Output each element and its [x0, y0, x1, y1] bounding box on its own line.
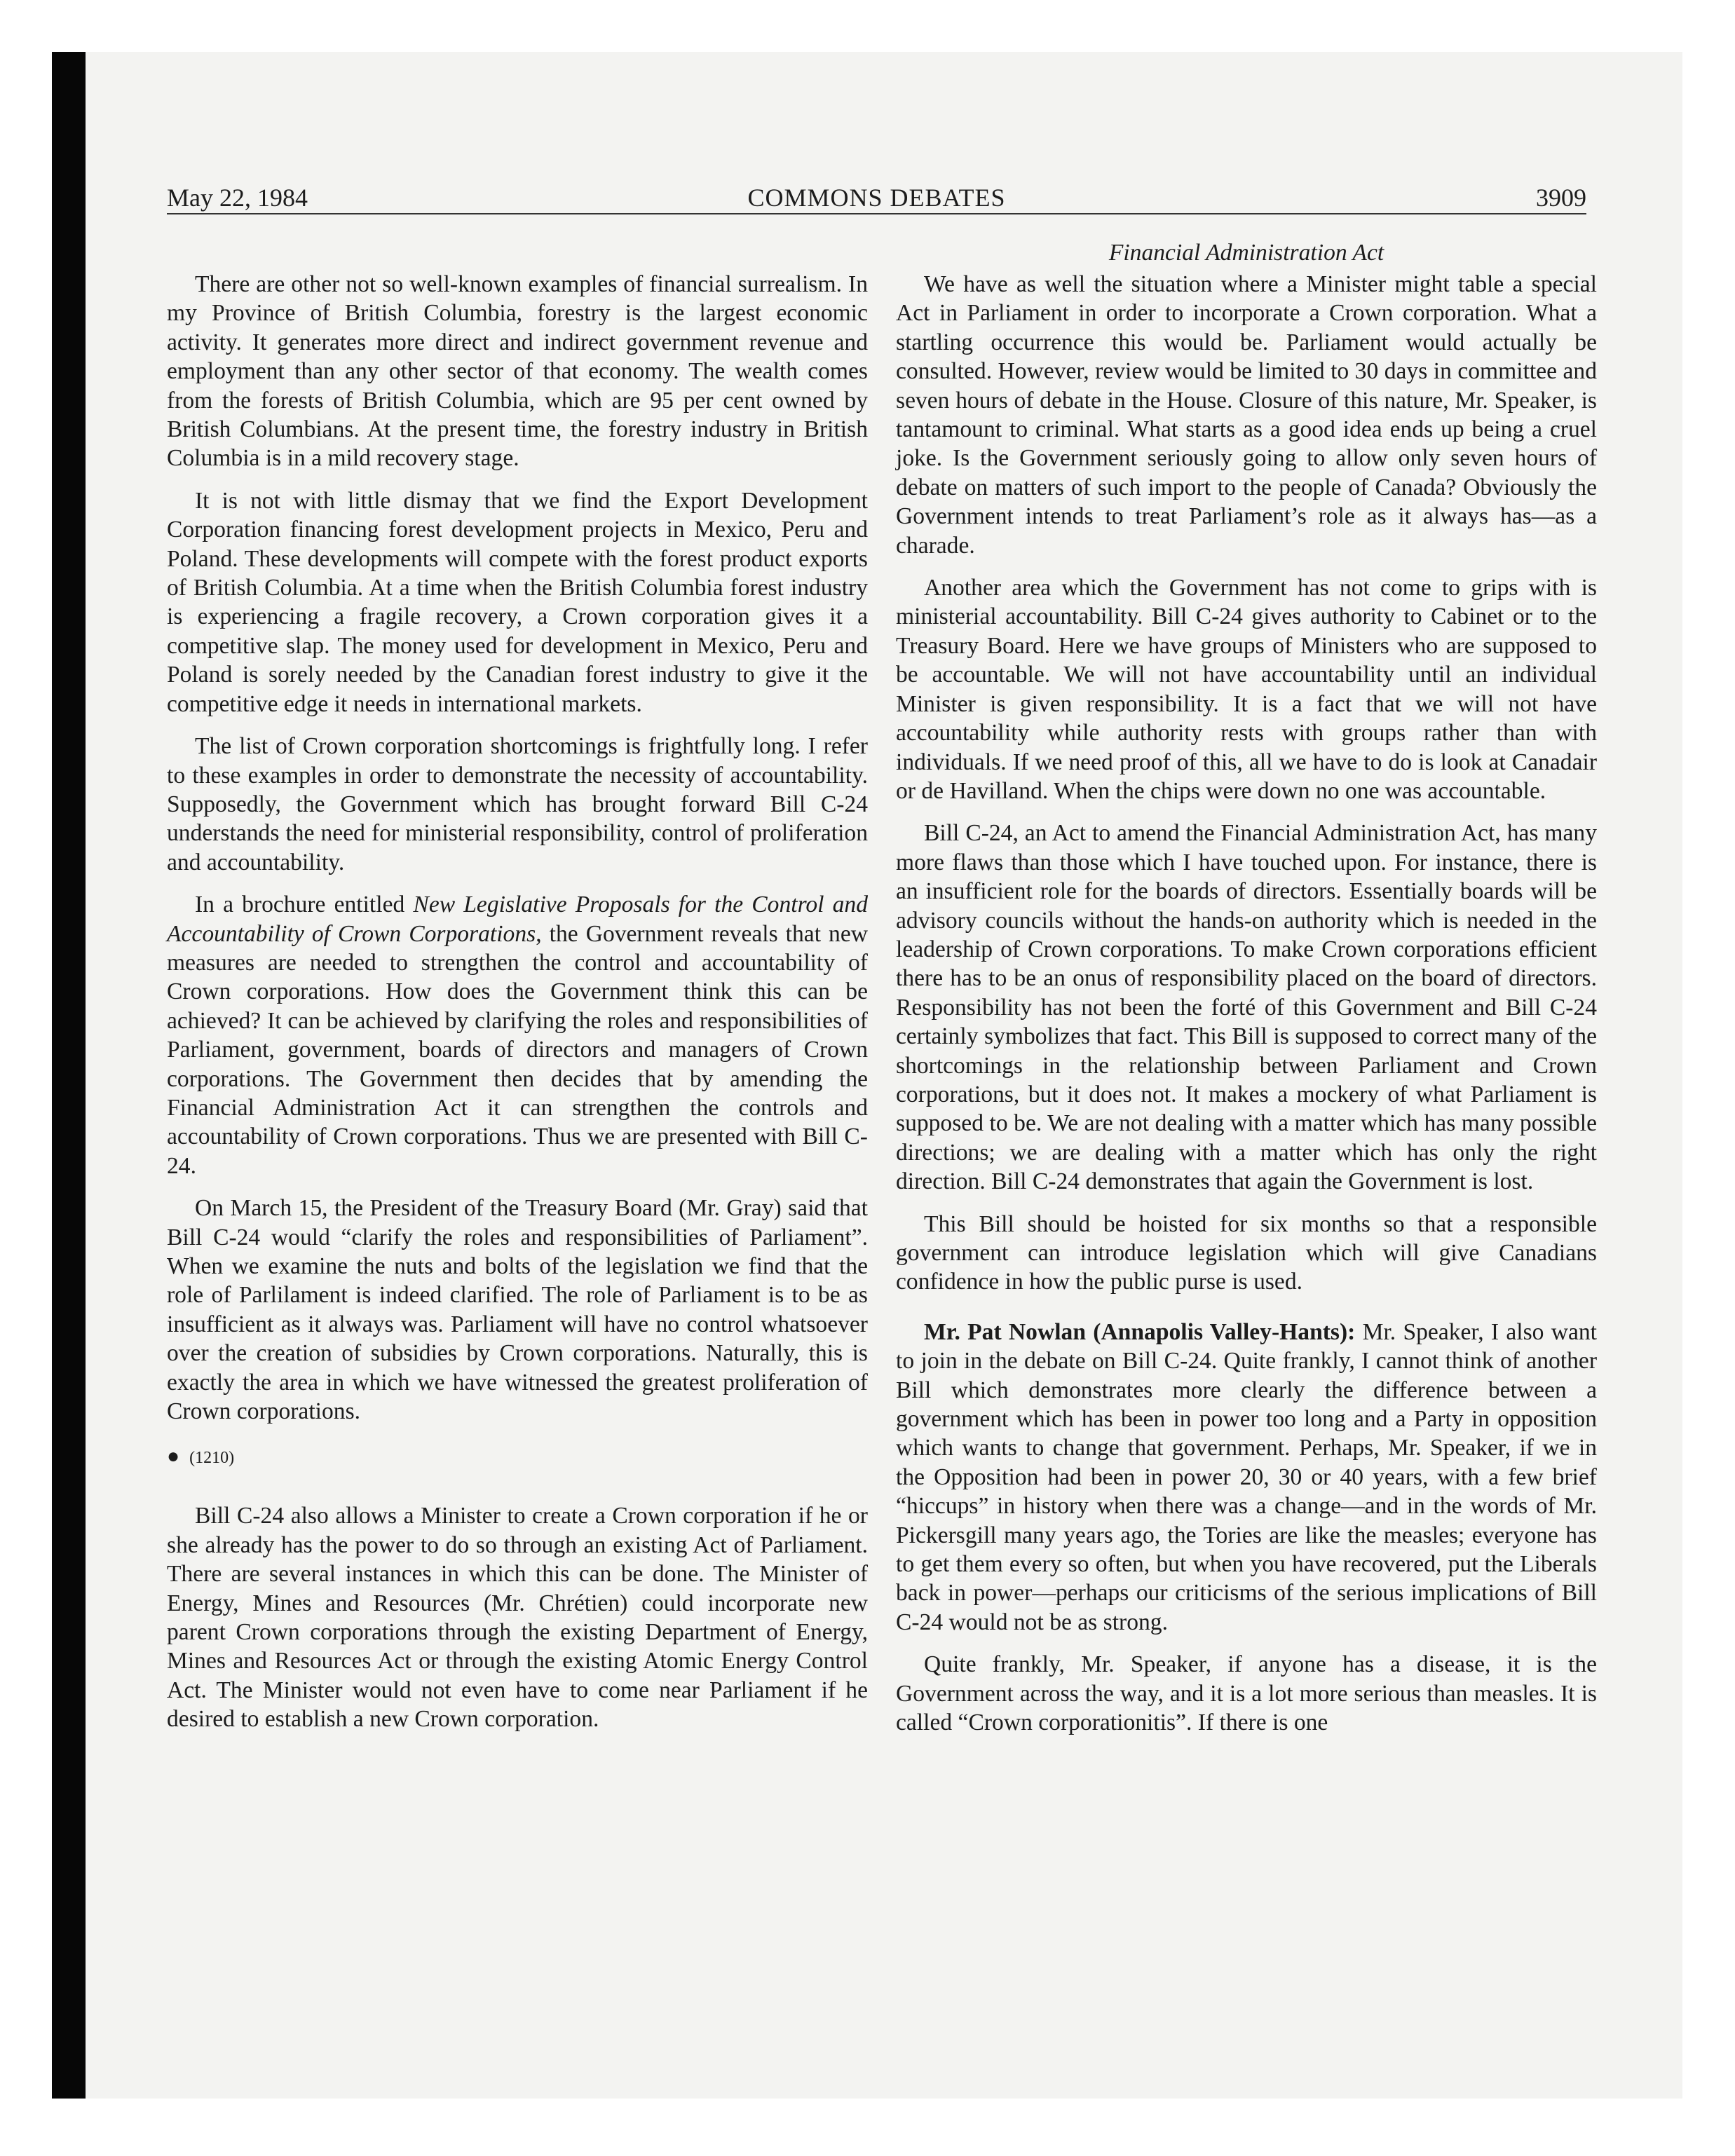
- brochure-title: New Legislative Proposals for the Control and Accountability of Crown Corporations: [167, 892, 868, 947]
- paragraph: Another area which the Government has not come to grips with is ministerial accountability. Bill C-24 gives authority to Cabinet or to the Treasury Board. Here we have groups of Ministers who are supposed to be accountable. We will not have accountability until an individual Minister is given responsibility. It is a fact that we will not have accountability while authority rests with groups rather than with individuals. If we need proof of this, all we have to do is look at Canadair or de Havilland. When the chips were down no one was accountable.: [896, 575, 1597, 804]
- text-run: In a brochure entitled: [195, 892, 414, 918]
- paragraph: This Bill should be hoisted for six months so that a responsible government can introduce legislation which will give Canadians confidence in how the public purse is used.: [896, 1210, 1597, 1295]
- right-column: [896, 270, 1597, 1751]
- paragraph: Bill C-24 also allows a Minister to create a Crown corporation if he or she already has the power to do so through an existing Act of Parliament. There are several instances in which this can be done. The Minister of Energy, Mines and Resources (Mr. Chrétien) could incorporate new parent Crown corporations through the existing Department of Energy, Mines and Resources Act or through the existing Atomic Energy Control Act. The Minister would not even have to come near Parliament if he desired to establish a new Crown corporation.: [167, 1503, 868, 1733]
- paragraph: We have as well the situation where a Minister might table a special Act in Parliament in order to incorporate a Crown corporation. What a startling occurrence this would be. Parliament would actually be consulted. However, review would be limited to 30 days in committee and seven hours of debate in the House. Closure of this nature, Mr. Speaker, is tantamount to criminal. What starts as a good idea ends up being a cruel joke. Is the Government seriously going to allow only seven hours of debate on matters of such import to the people of Canada? Obviously the Government intends to treat Parliament’s role as it always has—as a charade.: [896, 271, 1597, 559]
- running-header: [167, 179, 1586, 216]
- paragraph: On March 15, the President of the Treasury Board (Mr. Gray) said that Bill C-24 would “clarify the roles and responsibilities of Parliament”. When we examine the nuts and bolts of the legislation we find that the role of Parlilament is indeed clarified. The role of Parliament is to be as insufficient as it always was. Parliament will have no control whatsoever over the creation of subsidies by Crown corporations. Naturally, this is exactly the area in which we have witnessed the greatest proliferation of Crown corporations.: [167, 1195, 868, 1425]
- text-run: Mr. Speaker, I also want to join in the debate on Bill C-24. Quite frankly, I cannot think of another Bill which demonstrates more clearly the difference between a government which has been in power too long and a Party in opposition which wants to change that government. Perhaps, Mr. Speaker, if we in the Opposition had been in power 20, 30 or 40 years, with a few brief “hiccups” in history when there was a change—and in the words of Mr. Pickersgill many years ago, the Tories are like the measles; everyone has to get them every so often, but when you have recovered, put the Liberals back in power—perhaps our criticisms of the serious implications of Bill C-24 would not be as strong.: [896, 1318, 1597, 1635]
- section-title: Financial Administration Act: [1108, 240, 1384, 266]
- paragraph: [167, 890, 868, 1180]
- paragraph: It is not with little dismay that we find the Export Development Corporation financing forest development projects in Mexico, Peru and Poland. These developments will compete with the forest product exports of British Columbia. At a time when the British Columbia forest industry is experiencing a fragile recovery, a Crown corporation gives it a competitive slap. The money used for development in Mexico, Peru and Poland is sorely needed by the Canadian forest industry to give it the competitive edge it needs in international markets.: [167, 487, 868, 717]
- paragraph: There are other not so well-known examples of financial surrealism. In my Province of British Columbia, forestry is the largest economic activity. It generates more direct and indirect government revenue and employment than any other sector of that economy. The wealth comes from the forests of British Columbia, which are 95 per cent owned by British Columbians. At the present time, the forestry industry in British Columbia is in a mild recovery stage.: [167, 271, 868, 472]
- header-rule: [167, 213, 1586, 214]
- bullet-icon: ●: [167, 1445, 180, 1468]
- paragraph: Bill C-24, an Act to amend the Financial Administration Act, has many more flaws than those which I have touched upon. For instance, there is an insufficient role for the boards of directors. Essentially boards will be advisory councils without the hands-on authority which is needed in the leadership of Crown corporations. To make Crown corporations efficient there has to be an onus of responsibility placed on the board of directors. Responsibility has not been the forté of this Government and Bill C-24 certainly symbolizes that fact. This Bill is supposed to correct many of the shortcomings in the relationship between Parliament and Crown corporations, but it does not. It makes a mockery of what Parliament is supposed to be. We are not dealing with a matter which has many possible directions; we are dealing with a matter which has only the right direction. Bill C-24 demonstrates that again the Government is lost.: [896, 820, 1597, 1195]
- text-run: , the Government reveals that new measures are needed to strengthen the control and accountability of Crown corporations. How does the Government think this can be achieved? It can be achieved by clarifying the roles and responsibilities of Parliament, government, boards of directors and managers of Crown corporations. The Government then decides that by amending the Financial Administration Act it can strengthen the controls and accountability of Crown corporations. Thus we are presented with Bill C-24.: [167, 920, 869, 1179]
- header-title: COMMONS DEBATES: [747, 184, 1006, 212]
- time-marker-text: (1210): [189, 1449, 235, 1468]
- left-column: [167, 270, 868, 1747]
- time-marker: [167, 1444, 868, 1471]
- paragraph: Quite frankly, Mr. Speaker, if anyone has a disease, it is the Government across the way, and it is a lot more serious than measles. It is called “Crown corporationitis”. If there is one: [896, 1651, 1597, 1736]
- header-date: May 22, 1984: [167, 184, 308, 212]
- paragraph: The list of Crown corporation shortcomings is frightfully long. I refer to these examples in order to demonstrate the necessity of accountability. Supposedly, the Government which has brought forward Bill C-24 understands the need for ministerial responsibility, control of proliferation and accountability.: [167, 733, 868, 875]
- scan-binding-edge: [52, 52, 86, 2099]
- page-number: 3909: [1536, 184, 1586, 212]
- paragraph: [896, 1318, 1597, 1637]
- speaker-name: Mr. Pat Nowlan (Annapolis Valley-Hants):: [924, 1318, 1356, 1345]
